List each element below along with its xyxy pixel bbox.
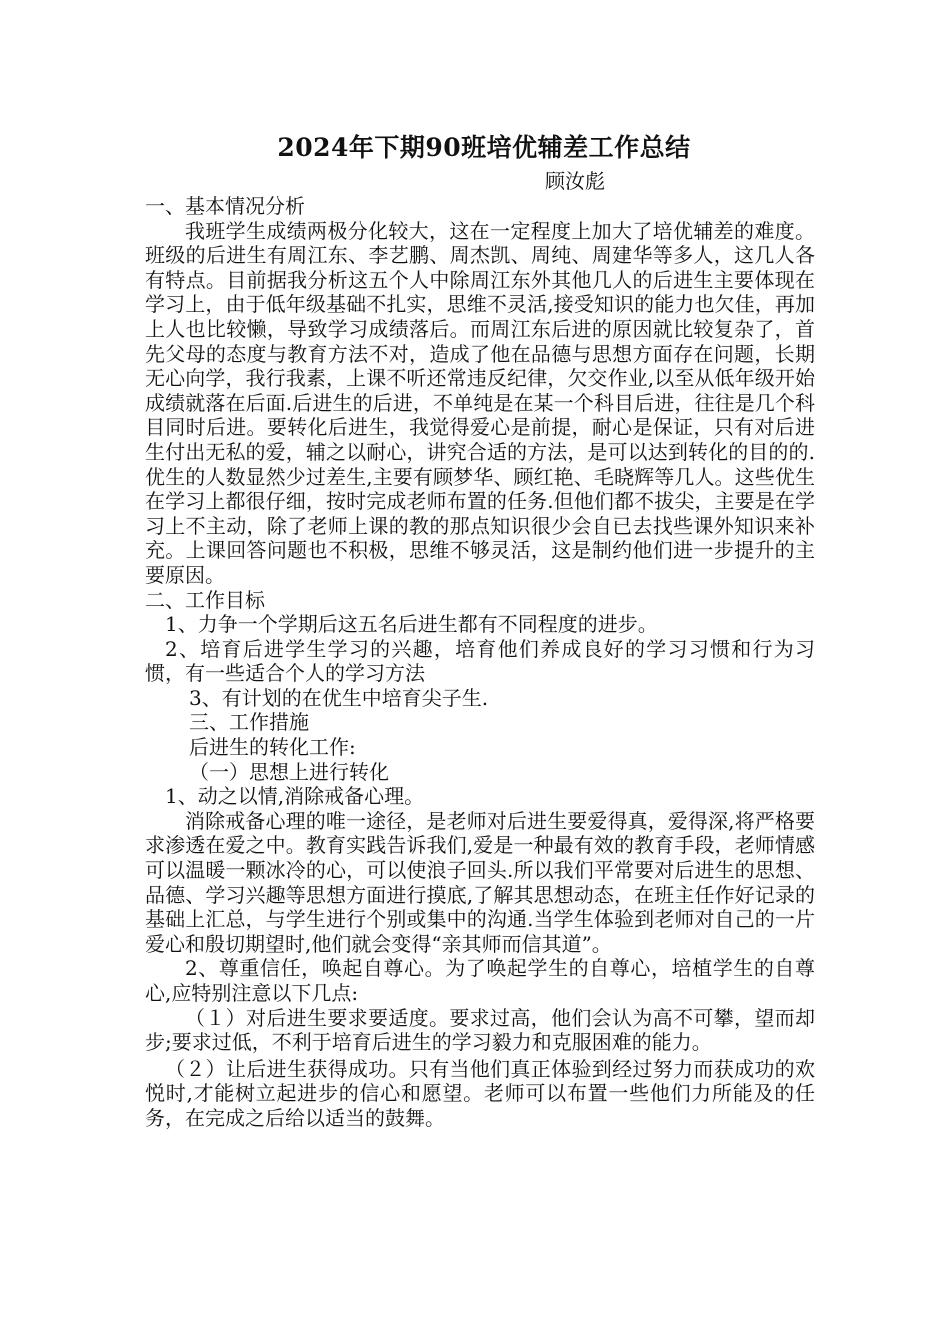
measures-subheading: 后进生的转化工作: (189, 735, 356, 760)
document-title: 2024年下期90班培优辅差工作总结 (277, 133, 691, 162)
goal-item-2: 2、培育后进学生学习的兴趣，培育他们养成良好的学习习惯和行为习惯，有一些适合个人的学习方法 (145, 636, 815, 686)
section-heading-1: 一、基本情况分析 (145, 194, 305, 218)
point-1-moderate-requirements: （１）对后进生要求要适度。要求过高，他们会认为高不可攀，望而却步;要求过低，不利于培育后进生的学习毅力和克服困难的能力。 (145, 1005, 815, 1055)
document-author: 顾汝彪 (545, 169, 605, 193)
measures-item-2: 2、尊重信任，唤起自尊心。为了唤起学生的自尊心，培植学生的自尊心,应特别注意以下几点: (145, 956, 815, 1005)
section-heading-3: 三、工作措施 (189, 710, 309, 735)
goal-item-3: 3、有计划的在优生中培育尖子生. (189, 685, 489, 710)
point-2-achieve-success: （２）让后进生获得成功。只有当他们真正体验到经过努力而获成功的欢悦时,才能树立起进步的信心和愿望。老师可以布置一些他们力所能及的任务，在完成之后给以适当的鼓舞。 (145, 1056, 815, 1130)
document-page (145, 130, 815, 1131)
section-heading-2: 二、工作目标 (145, 587, 265, 612)
measures-subsection-1: （一）思想上进行转化 (189, 759, 389, 784)
paragraph-situation-analysis: 我班学生成绩两极分化较大，这在一定程度上加大了培优辅差的难度。班级的后进生有周江东、李艺鹏、周杰凯、周纯、周建华等多人，这几人各有特点。目前据我分析这五个人中除周江东外其他几人的后进生主要体现在学习上，由于低年级基础不扎实，思维不灵活,接受知识的能力也欠佳，再加上人也比较懒，导致学习成绩落后。而周江东后进的原因就比较复杂了，首先父母的态度与教育方法不对，造成了他在品德与思想方面存在问题，长期无心向学，我行我素，上课不听还常违反纪律，欠交作业,以至从低年级开始成绩就落在后面.后进生的后进，不单纯是在某一个科目后进，往往是几个科目同时后进。要转化后进生，我觉得爱心是前提，耐心是保证，只有对后进生付出无私的爱，辅之以耐心，讲究合适的方法，是可以达到转化的目的的. 优生的人数显然少过差生,主要有顾梦华、顾红艳、毛晓辉等几人。这些优生在学习上都很仔细，按时完成老师布置的任务.但他们都不拔尖，主要是在学习上不主动，除了老师上课的教的那点知识很少会自已去找些课外知识来补充。上课回答问题也不积极，思维不够灵活，这是制约他们进一步提升的主要原因。 (145, 218, 815, 587)
goal-item-1: 1、力争一个学期后这五名后进生都有不同程度的进步。 (165, 612, 658, 637)
paragraph-remove-defensiveness: 消除戒备心理的唯一途径，是老师对后进生要爱得真，爱得深,将严格要求渗透在爱之中。教育实践告诉我们,爱是一种最有效的教育手段，老师情感可以温暖一颗冰冷的心，可以使浪子回头.所以我们平常要对后进生的思想、品德、学习兴趣等思想方面进行摸底,了解其思想动态，在班主任作好记录的基础上汇总，与学生进行个别或集中的沟通.当学生体验到老师对自己的一片爱心和殷切期望时,他们就会变得“亲其师而信其道”。 (145, 808, 815, 956)
measures-item-1: 1、动之以情,消除戒备心理。 (165, 784, 425, 809)
